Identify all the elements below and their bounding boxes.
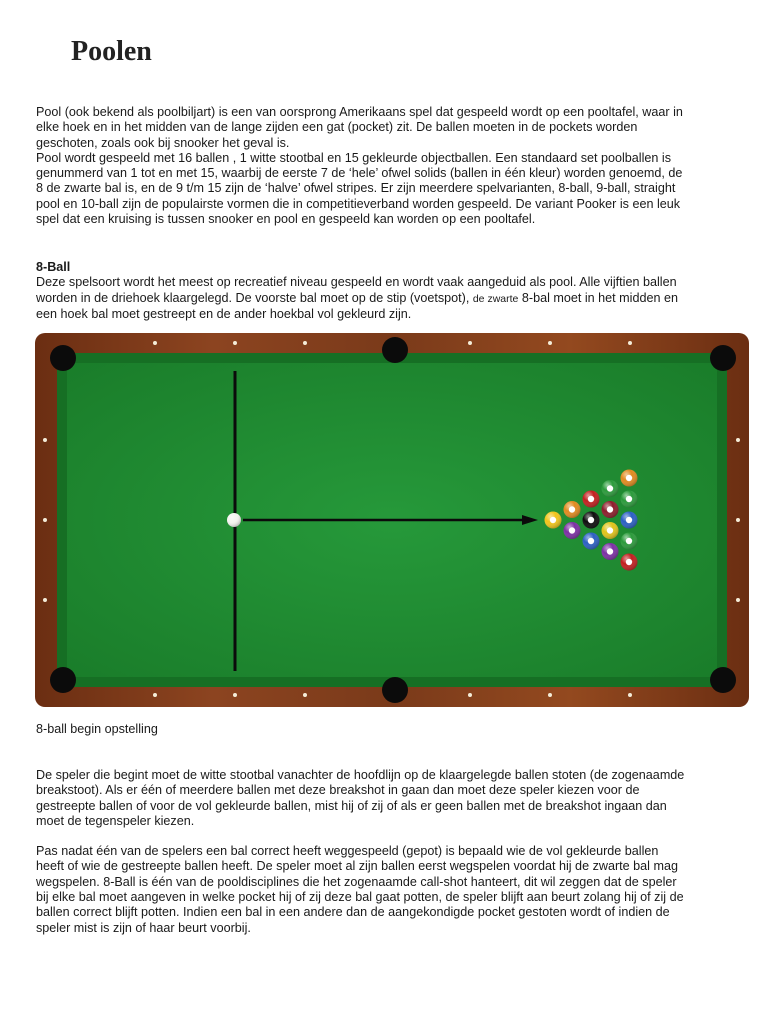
diamond-marker: [736, 438, 740, 442]
cue-ball-shading: [227, 513, 241, 527]
diamond-marker: [736, 598, 740, 602]
ball-shading: [564, 522, 581, 539]
pocket: [382, 677, 408, 703]
section-text-a: Deze spelsoort wordt het meest op recreatief niveau gespeeld en wordt vaak aangeduid als pool. Alle vijftien ballen worden in de driehoek klaargelegd. De voorste bal moet op de stip (voetspot),: [36, 275, 677, 305]
page-title: Poolen: [71, 36, 152, 67]
diamond-marker: [43, 438, 47, 442]
section-heading: 8-Ball: [36, 260, 71, 274]
diamond-marker: [233, 341, 237, 345]
ball-shading: [602, 522, 619, 539]
ball-shading: [602, 501, 619, 518]
pool-table-illustration: [35, 333, 749, 707]
diamond-marker: [303, 693, 307, 697]
diamond-marker: [43, 598, 47, 602]
pocket: [710, 345, 736, 371]
diamond-marker: [233, 693, 237, 697]
ball-shading: [621, 533, 638, 550]
ball-shading: [602, 480, 619, 497]
pocket: [710, 667, 736, 693]
pocket: [382, 337, 408, 363]
body-paragraph-2: Pas nadat één van de spelers een bal correct heeft weggespeeld (gepot) is bepaald wie de vol gekleurde ballen heeft of wie de gestreepte ballen heeft. De speler moet al zijn ballen eerst wegspelen voordat hij de zwarte bal mag wegspelen. 8-Ball is één van de pooldisciplines die het zogenaamde call-shot hanteert, dit wil zeggen dat de speler bij elke bal moet aangeven in welke pocket hij of zij deze bal gaat potten, de speler blijft aan beurt zolang hij of zij de ballen correct blijft potten. Indien een bal in een andere dan de aangekondigde pocket gestoten wordt of indien de speler mist is zijn of haar beurt voorbij.: [36, 844, 684, 935]
section-text-small: de zwarte: [472, 292, 519, 305]
intro-text: [36, 105, 686, 227]
diamond-marker: [548, 693, 552, 697]
ball-shading: [621, 554, 638, 571]
ball-shading: [583, 512, 600, 529]
diamond-marker: [468, 341, 472, 345]
figure-caption: 8-ball begin opstelling: [36, 722, 158, 736]
ball-shading: [621, 491, 638, 508]
diamond-marker: [628, 693, 632, 697]
pocket: [50, 345, 76, 371]
section-text: [36, 275, 686, 322]
body-paragraph-1: De speler die begint moet de witte stootbal vanachter de hoofdlijn op de klaargelegde ballen stoten (de zogenaamde breakstoot). Als er één of meerdere ballen met deze breakshot in gaan dan moet deze speler kiezen voor de gestreepte ballen of voor de vol gekleurde ballen, mist hij of zij of als er geen ballen met de breakshot ingaan dan moet de tegenspeler kiezen.: [36, 768, 685, 828]
intro-paragraph-1: Pool (ook bekend als poolbiljart) is een van oorsprong Amerikaans spel dat gespeeld wordt op een pooltafel, waar in elke hoek en in het midden van de lange zijden een gat (pocket) zit. De ballen moeten in de pockets worden geschoten, zoals ook bij snooker het geval is.: [36, 105, 683, 150]
diamond-marker: [468, 693, 472, 697]
diamond-marker: [153, 341, 157, 345]
ball-shading: [564, 501, 581, 518]
ball-shading: [545, 512, 562, 529]
diamond-marker: [736, 518, 740, 522]
pocket: [50, 667, 76, 693]
diamond-marker: [153, 693, 157, 697]
ball-shading: [621, 512, 638, 529]
section-8ball: [36, 260, 686, 322]
pool-table: [35, 333, 749, 707]
intro-paragraph-2: Pool wordt gespeeld met 16 ballen , 1 witte stootbal en 15 gekleurde objectballen. Een standaard set poolballen is genummerd van 1 tot en met 15, waarbij de eerste 7 de ‘hele’ ofwel solids (ballen in één kleur) worden genoemd, de 8 de zwarte bal is, en de 9 t/m 15 zijn de ‘halve’ ofwel stripes. Er zijn meerdere spelvarianten, 8-ball, 9-ball, straight pool en 10-ball zijn de populairste vormen die in competitieverband worden gespeeld. De variant Pooker is een leuk spel dat een kruising is tussen snooker en pool en gespeeld kan worden op een pooltafel.: [36, 150, 683, 227]
ball-shading: [583, 533, 600, 550]
section-text-b: 8-bal moet in het midden en een hoek bal moet gestreept en de ander hoekbal vol gekleurd zijn.: [36, 290, 678, 321]
ball-shading: [583, 491, 600, 508]
diamond-marker: [548, 341, 552, 345]
diamond-marker: [628, 341, 632, 345]
ball-shading: [602, 543, 619, 560]
diamond-marker: [43, 518, 47, 522]
body-text: [36, 768, 686, 936]
ball-shading: [621, 470, 638, 487]
diamond-marker: [303, 341, 307, 345]
